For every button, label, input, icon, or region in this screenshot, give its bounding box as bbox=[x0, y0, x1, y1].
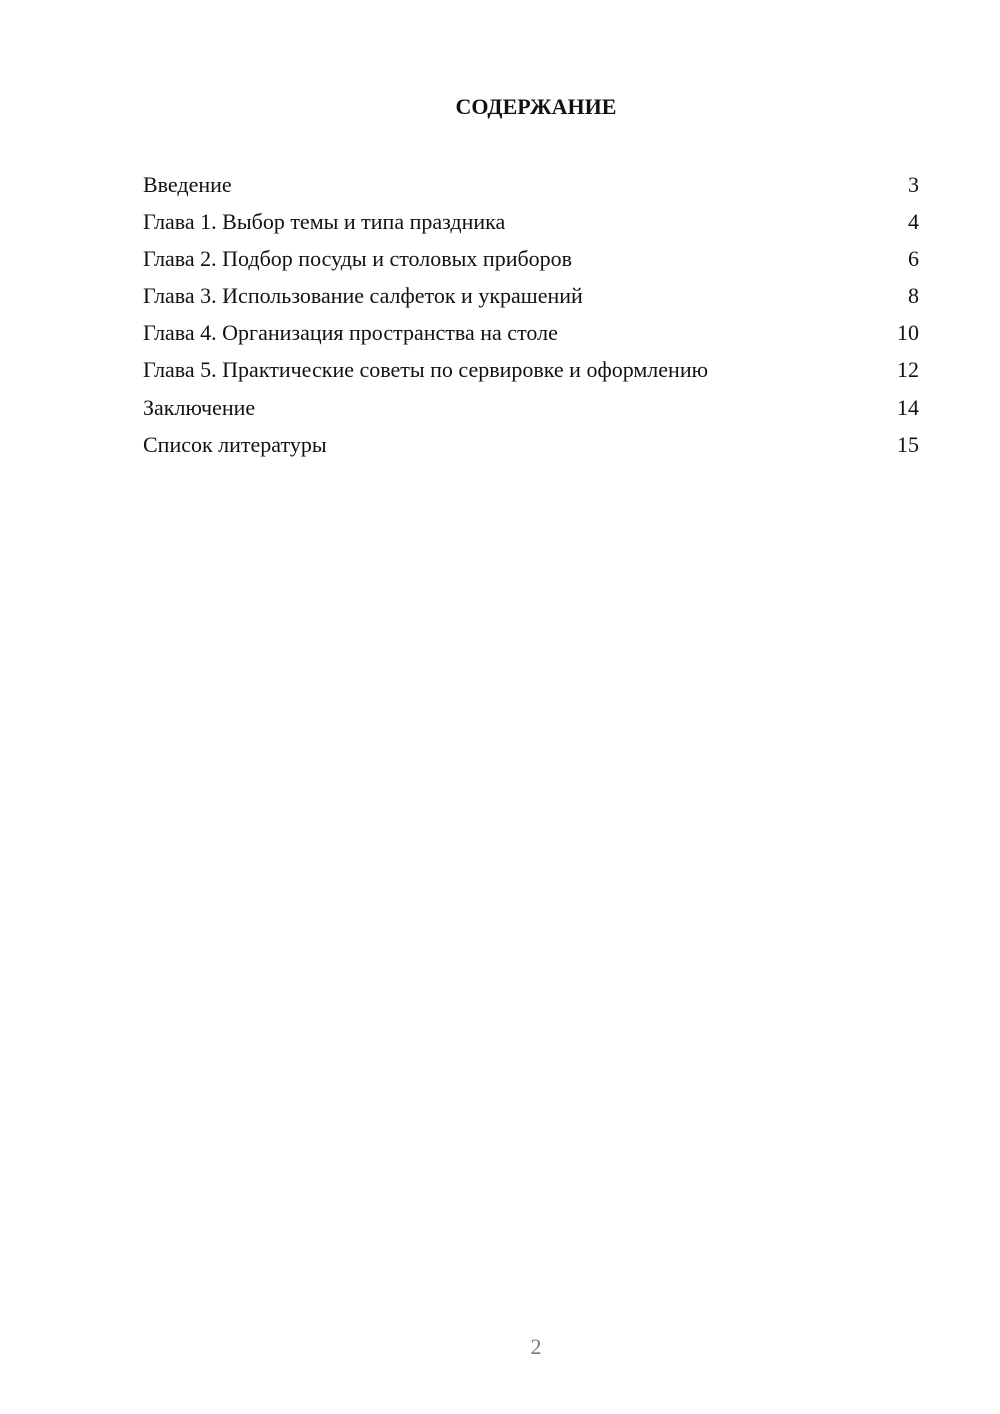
toc-entry-chapter-2[interactable] bbox=[143, 244, 919, 281]
toc-entry-title: Глава 5. Практические советы по сервировке и оформлению bbox=[143, 357, 709, 383]
toc-entry-page: 14 bbox=[897, 394, 919, 420]
toc-entry-title: Глава 2. Подбор посуды и столовых приборов bbox=[143, 246, 573, 272]
toc-entry-page: 3 bbox=[908, 172, 919, 197]
toc-entry-introduction[interactable] bbox=[143, 170, 919, 207]
toc-heading: СОДЕРЖАНИЕ bbox=[455, 94, 617, 119]
toc-entry-page: 8 bbox=[908, 283, 919, 309]
toc-entry-conclusion[interactable] bbox=[143, 393, 919, 430]
toc-entry-title: Список литературы bbox=[143, 431, 327, 457]
toc-entry-title: Глава 1. Выбор темы и типа праздника bbox=[143, 209, 506, 235]
page-number: 2 bbox=[530, 1334, 542, 1359]
table-of-contents bbox=[143, 170, 919, 467]
toc-entry-page: 15 bbox=[897, 431, 919, 457]
toc-entry-page: 4 bbox=[908, 209, 919, 235]
toc-entry-page: 6 bbox=[908, 246, 919, 272]
toc-entry-title: Введение bbox=[143, 172, 232, 197]
toc-entry-page: 12 bbox=[897, 357, 919, 383]
toc-entry-chapter-1[interactable] bbox=[143, 207, 919, 244]
toc-entry-chapter-5[interactable] bbox=[143, 355, 919, 392]
toc-entry-title: Глава 3. Использование салфеток и украшений bbox=[143, 283, 583, 309]
toc-entry-title: Заключение bbox=[143, 394, 256, 420]
toc-heading-container bbox=[0, 94, 1000, 120]
toc-entry-references[interactable] bbox=[143, 430, 919, 467]
toc-entry-title: Глава 4. Организация пространства на столе bbox=[143, 320, 558, 346]
toc-entry-chapter-3[interactable] bbox=[143, 281, 919, 318]
toc-entry-chapter-4[interactable] bbox=[143, 318, 919, 355]
toc-entry-page: 10 bbox=[897, 320, 919, 346]
